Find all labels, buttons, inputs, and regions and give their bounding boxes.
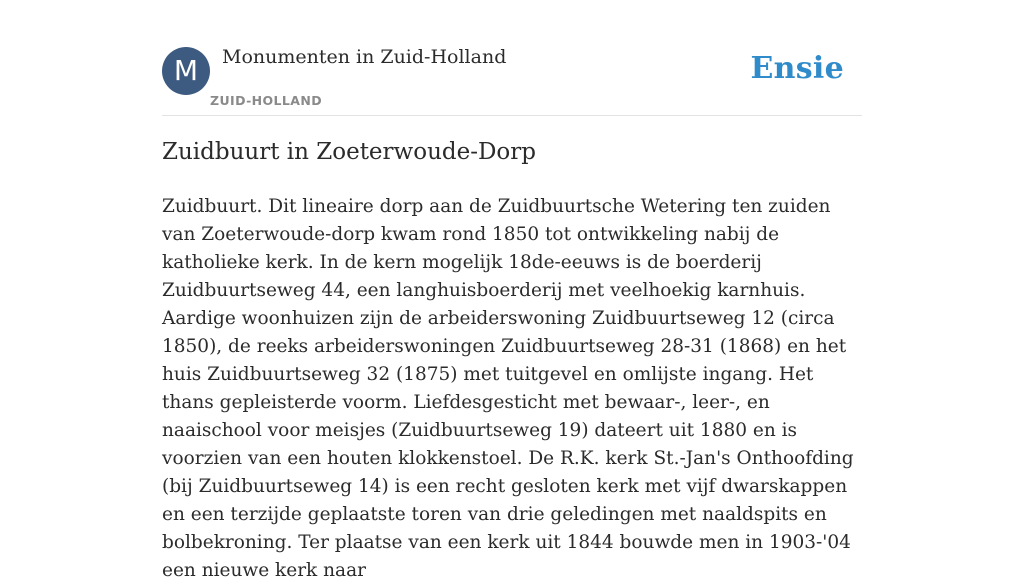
- article-title: Zuidbuurt in Zoeterwoude-Dorp: [162, 139, 536, 165]
- source-avatar[interactable]: M: [162, 47, 210, 95]
- source-header: [162, 0, 862, 116]
- ensie-logo[interactable]: Ensie: [750, 51, 844, 86]
- article-body: Zuidbuurt. Dit lineaire dorp aan de Zuidbuurtsche Wetering ten zuiden van Zoeterwoude-dorp kwam rond 1850 tot ontwikkeling nabij de katholieke kerk. In de kern mogelijk 18de-eeuws is de boerderij Zuidbuurtseweg 44, een langhuisboerderij met veelhoekig karnhuis. Aardige woonhuizen zijn de arbeiderswoning Zuidbuurtseweg 12 (circa 1850), de reeks arbeiderswoningen Zuidbuurtseweg 28-31 (1868) en het huis Zuidbuurtseweg 32 (1875) met tuitgevel en omlijste ingang. Het thans gepleisterde voorm. Liefdesgesticht met bewaar-, leer-, en naaischool voor meisjes (Zuidbuurtseweg 19) dateert uit 1880 en is voorzien van een houten klokkenstoel. De R.K. kerk St.-Jan's Onthoofding (bij Zuidbuurtseweg 14) is een recht gesloten kerk met vijf dwarskappen en een terzijde geplaatste toren van drie geledingen met naaldspits en bolbekroning. Ter plaatse van een kerk uit 1844 bouwde men in 1903-'04 een nieuwe kerk naar: [162, 196, 854, 581]
- source-title-link[interactable]: Monumenten in Zuid-Holland: [222, 46, 507, 68]
- source-category-link[interactable]: ZUID-HOLLAND: [210, 93, 322, 108]
- page: [162, 0, 862, 581]
